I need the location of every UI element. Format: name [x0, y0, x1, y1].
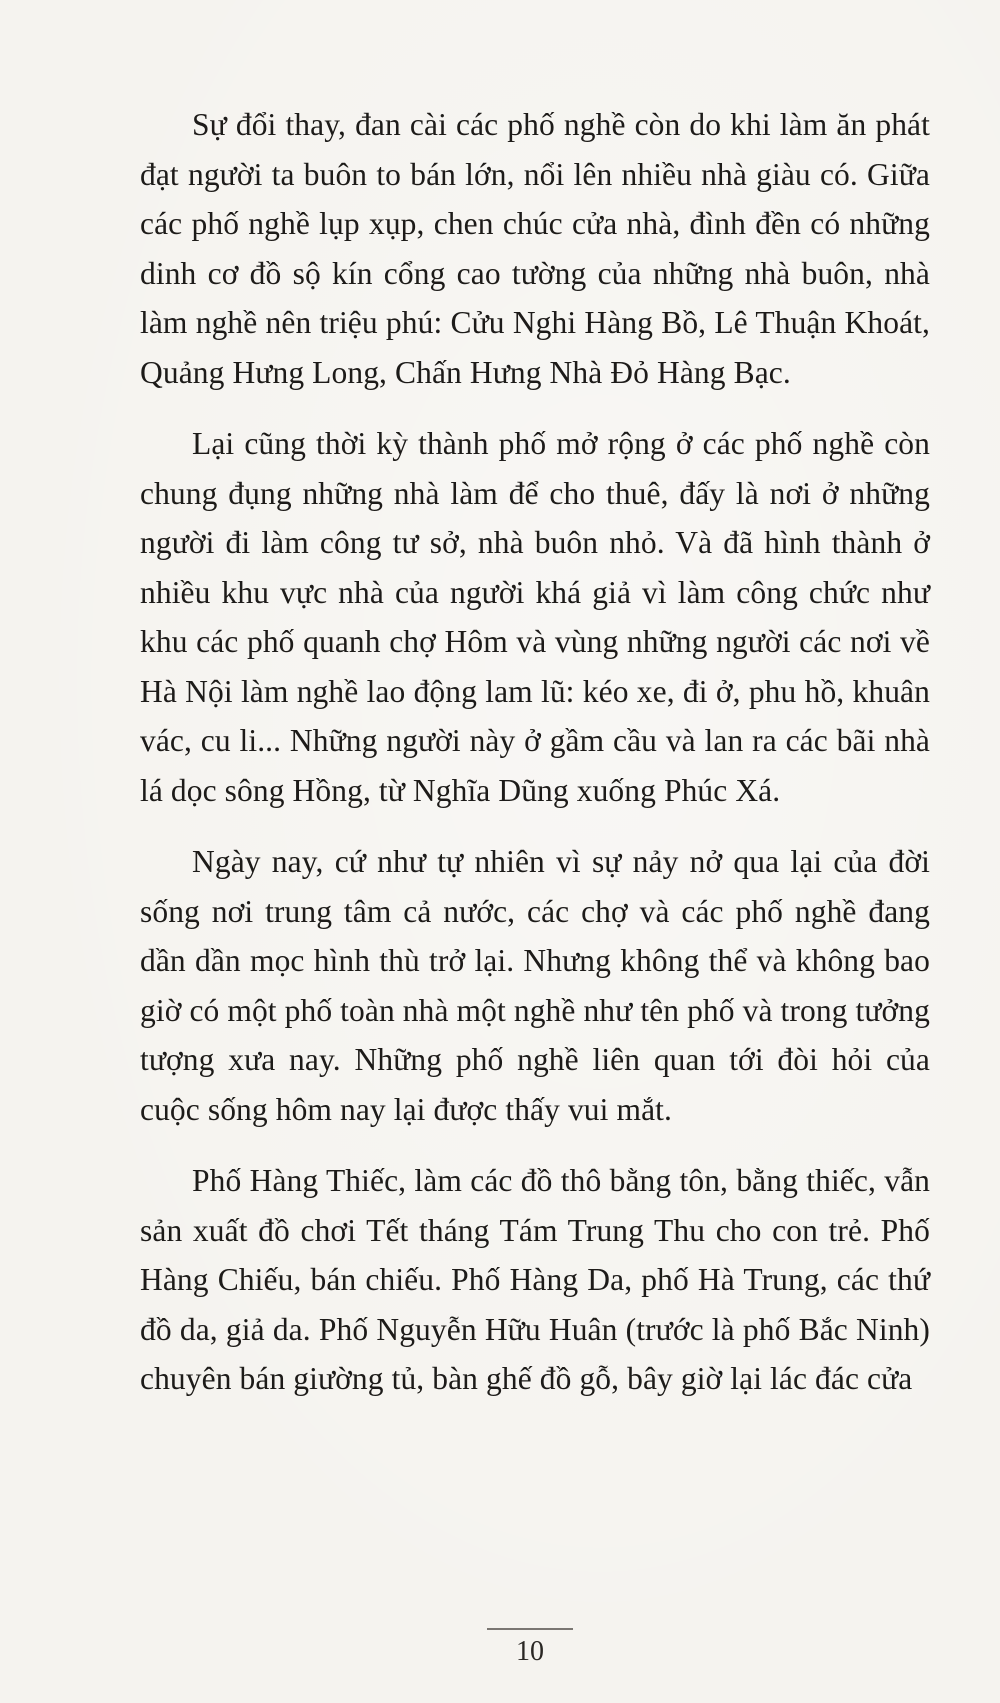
- paragraph-2: Lại cũng thời kỳ thành phố mở rộng ở các phố nghề còn chung đụng những nhà làm để cho thuê, đấy là nơi ở những người đi làm công tư sở, nhà buôn nhỏ. Và đã hình thành ở nhiều khu vực nhà của người khá giả vì làm công chức như khu các phố quanh chợ Hôm và vùng những người các nơi về Hà Nội làm nghề lao động lam lũ: kéo xe, đi ở, phu hồ, khuân vác, cu li... Những người này ở gầm cầu và lan ra các bãi nhà lá dọc sông Hồng, từ Nghĩa Dũng xuống Phúc Xá.: [140, 426, 930, 808]
- page-number: 10: [516, 1636, 544, 1667]
- paragraph-4: Phố Hàng Thiếc, làm các đồ thô bằng tôn, bằng thiếc, vẫn sản xuất đồ chơi Tết tháng Tám Trung Thu cho con trẻ. Phố Hàng Chiếu, bán chiếu. Phố Hàng Da, phố Hà Trung, các thứ đồ da, giả da. Phố Nguyễn Hữu Huân (trước là phố Bắc Ninh) chuyên bán giường tủ, bàn ghế đồ gỗ, bây giờ lại lác đác cửa: [140, 1163, 930, 1396]
- footer-divider: [487, 1628, 573, 1630]
- paragraph-1: Sự đổi thay, đan cài các phố nghề còn do khi làm ăn phát đạt người ta buôn to bán lớn, nổi lên nhiều nhà giàu có. Giữa các phố nghề lụp xụp, chen chúc cửa nhà, đình đền có những dinh cơ đồ sộ kín cổng cao tường của những nhà buôn, nhà làm nghề nên triệu phú: Cửu Nghi Hàng Bồ, Lê Thuận Khoát, Quảng Hưng Long, Chấn Hưng Nhà Đỏ Hàng Bạc.: [140, 107, 930, 390]
- paragraph-3: Ngày nay, cứ như tự nhiên vì sự nảy nở qua lại của đời sống nơi trung tâm cả nước, các chợ và các phố nghề đang dần dần mọc hình thù trở lại. Nhưng không thể và không bao giờ có một phố toàn nhà một nghề như tên phố và trong tưởng tượng xưa nay. Những phố nghề liên quan tới đòi hỏi của cuộc sống hôm nay lại được thấy vui mắt.: [140, 844, 930, 1127]
- body-text: [140, 100, 930, 1404]
